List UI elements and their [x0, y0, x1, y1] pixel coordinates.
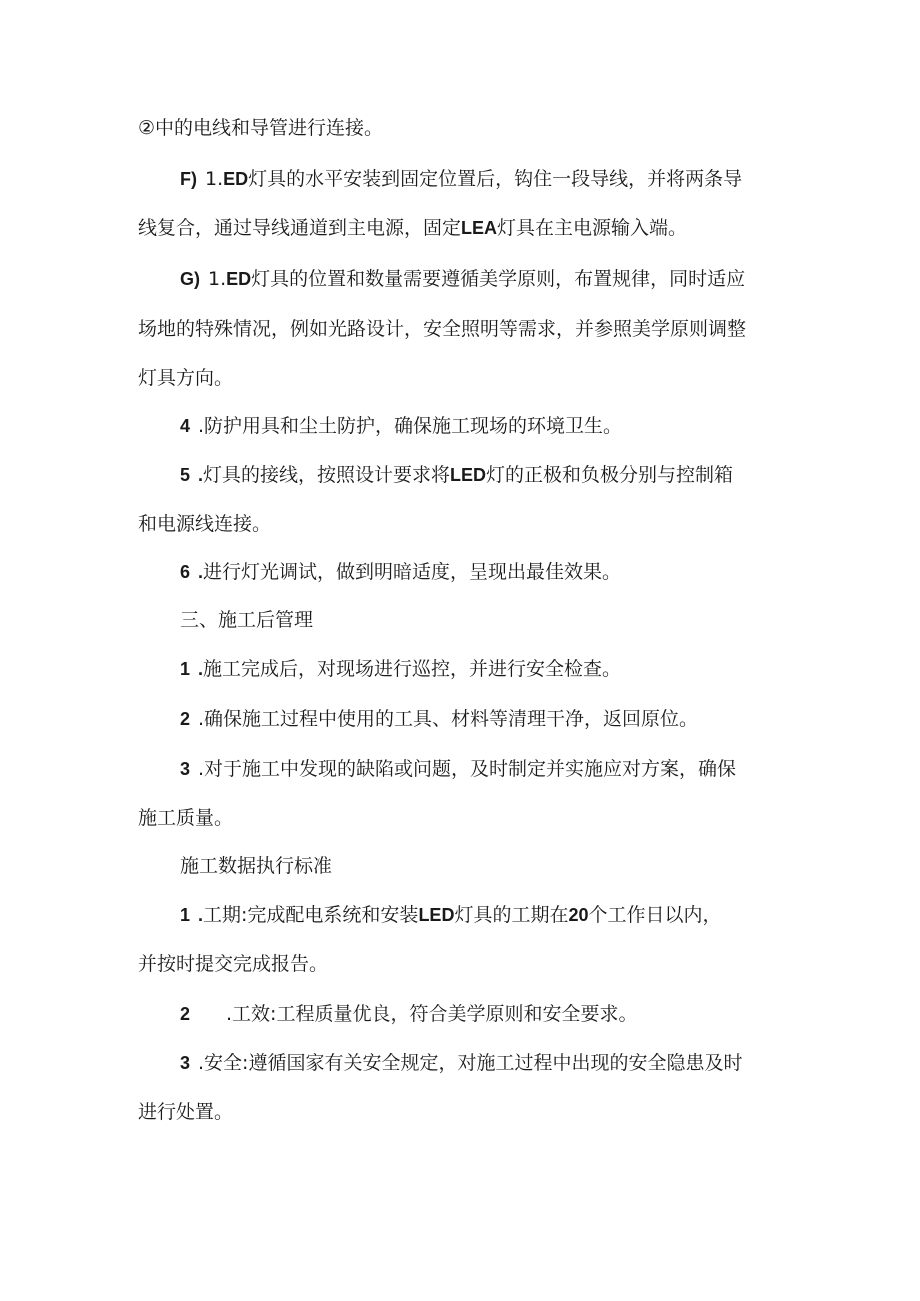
list-marker: 1 — [180, 659, 191, 679]
text-run: 工期:完成配电系统和安装 — [203, 904, 419, 926]
text-run: 灯具方向。 — [138, 367, 234, 389]
paragraph-line — [180, 891, 788, 939]
section-heading — [180, 596, 788, 644]
list-marker: 2 — [180, 709, 191, 729]
list-marker: 5 — [180, 465, 191, 485]
text-run: 灯具的工期在 — [454, 904, 569, 926]
text-run: 场地的特殊情况，例如光路设计，安全照明等需求，并参照美学原则调整 — [138, 318, 747, 340]
text-run: 灯具的接线，按照设计要求将 — [203, 464, 451, 486]
text-run: 1. — [205, 168, 224, 190]
text-run-bold: ED — [223, 169, 249, 189]
paragraph-line — [138, 104, 788, 152]
paragraph-line — [180, 695, 788, 743]
text-run-bold: . — [198, 465, 204, 485]
text-run: 进行灯光调试，做到明暗适度，呈现出最佳效果。 — [203, 561, 622, 583]
section-heading — [180, 842, 788, 890]
paragraph-line — [138, 1088, 788, 1136]
text-run: .工效:工程质量优良，符合美学原则和安全要求。 — [226, 1003, 638, 1025]
text-run: 和电源线连接。 — [138, 513, 272, 535]
text-run-bold: . — [198, 562, 204, 582]
paragraph-line — [180, 1039, 788, 1087]
text-run: .防护用具和尘土防护，确保施工现场的环境卫生。 — [198, 415, 623, 437]
paragraph-line — [138, 305, 788, 353]
paragraph-line — [180, 402, 788, 450]
text-run-bold: ED — [226, 269, 252, 289]
paragraph-line — [138, 940, 788, 988]
text-run: 施工数据执行标准 — [180, 855, 333, 877]
list-marker: 1 — [180, 905, 191, 925]
paragraph-line — [180, 548, 788, 596]
text-run: .安全:遵循国家有关安全规定，对施工过程中出现的安全隐患及时 — [198, 1052, 743, 1074]
list-marker: 6 — [180, 562, 191, 582]
paragraph-line — [180, 255, 788, 303]
text-run-bold: 20 — [568, 905, 589, 925]
list-marker: G) — [180, 269, 200, 289]
text-run-bold: LEA — [461, 218, 498, 238]
list-marker: 2 — [180, 1004, 191, 1024]
paragraph-line — [138, 500, 788, 548]
text-run: ②中的电线和导管进行连接。 — [138, 117, 384, 139]
text-run: 三、施工后管理 — [180, 609, 314, 631]
paragraph-line — [138, 794, 788, 842]
text-run-bold: . — [198, 659, 204, 679]
text-run: 灯具的位置和数量需要遵循美学原则，布置规律，同时适应 — [251, 268, 746, 290]
text-run: 施工完成后，对现场进行巡控，并进行安全检查。 — [203, 658, 622, 680]
paragraph-line — [138, 204, 788, 252]
paragraph-line — [180, 451, 788, 499]
paragraph-line — [180, 990, 788, 1038]
text-run-bold: LED — [450, 465, 487, 485]
paragraph-line — [180, 645, 788, 693]
text-run-bold: LED — [418, 905, 455, 925]
text-run: 并按时提交完成报告。 — [138, 953, 329, 975]
text-run: 进行处置。 — [138, 1101, 234, 1123]
text-run: 灯具在主电源输入端。 — [497, 217, 688, 239]
text-run: 灯的正极和负极分别与控制箱 — [486, 464, 734, 486]
list-marker: 3 — [180, 1053, 191, 1073]
text-run: 1. — [208, 268, 227, 290]
text-run: .对于施工中发现的缺陷或问题，及时制定并实施应对方案，确保 — [198, 758, 737, 780]
paragraph-line — [180, 155, 788, 203]
list-marker: 4 — [180, 416, 191, 436]
text-run: 灯具的水平安装到固定位置后，钩住一段导线，并将两条导 — [248, 168, 743, 190]
text-run: 施工质量。 — [138, 807, 234, 829]
text-run: .确保施工过程中使用的工具、材料等清理干净，返回原位。 — [198, 708, 699, 730]
text-run: 线复合，通过导线通道到主电源，固定 — [138, 217, 462, 239]
paragraph-line — [180, 745, 788, 793]
paragraph-line — [138, 354, 788, 402]
list-marker: 3 — [180, 759, 191, 779]
text-run-bold: . — [198, 905, 204, 925]
list-marker: F) — [180, 169, 197, 189]
text-run: 个工作日以内， — [588, 904, 722, 926]
